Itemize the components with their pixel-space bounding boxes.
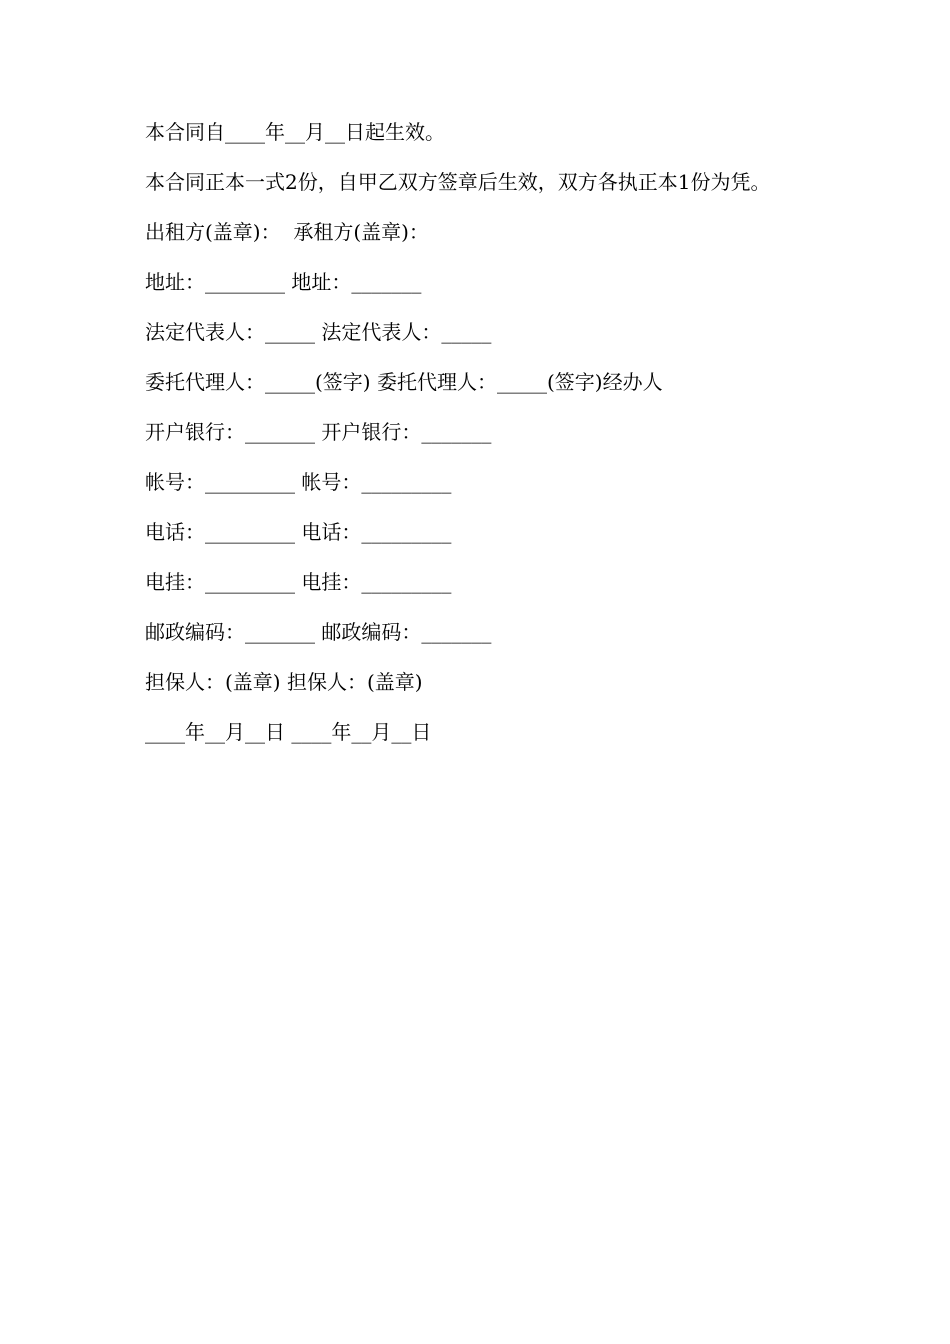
authorized-agent-line: 委托代理人：_____(签字) 委托代理人：_____(签字)经办人 <box>145 370 663 394</box>
telegraph-line: 电挂：_________ 电挂：_________ <box>145 570 452 594</box>
signing-date-line: ____年__月__日 ____年__月__日 <box>145 720 432 744</box>
guarantor-line: 担保人：(盖章) 担保人：(盖章) <box>145 670 423 694</box>
document-body <box>145 120 825 770</box>
effective-date-clause: 本合同自____年__月__日起生效。 <box>145 120 445 144</box>
address-line: 地址：________ 地址：_______ <box>145 270 422 294</box>
copies-clause: 本合同正本一式2份，自甲乙双方签章后生效，双方各执正本1份为凭。 <box>145 170 771 194</box>
phone-line: 电话：_________ 电话：_________ <box>145 520 452 544</box>
party-seal-line: 出租方(盖章)： 承租方(盖章)： <box>145 220 429 244</box>
bank-line: 开户银行：_______ 开户银行：_______ <box>145 420 492 444</box>
legal-representative-line: 法定代表人：_____ 法定代表人：_____ <box>145 320 492 344</box>
postal-code-line: 邮政编码：_______ 邮政编码：_______ <box>145 620 492 644</box>
account-number-line: 帐号：_________ 帐号：_________ <box>145 470 452 494</box>
